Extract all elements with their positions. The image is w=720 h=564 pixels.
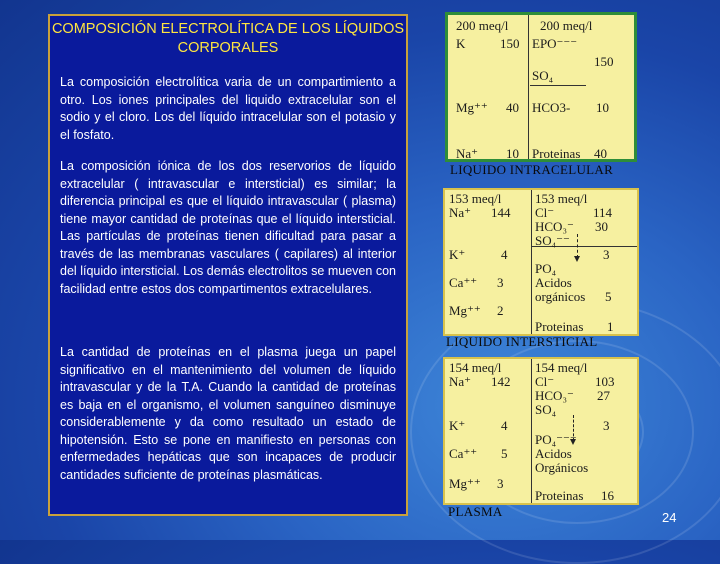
ion-label: SO₄ (535, 402, 557, 417)
divider-line (531, 190, 532, 334)
ion-value: 16 (601, 488, 614, 503)
ion-value: 3 (497, 275, 504, 290)
diagram-caption: LIQUIDO INTRACELULAR (450, 162, 614, 177)
intersticial-diagram (443, 188, 639, 336)
page-number: 24 (662, 510, 677, 525)
total-right: 200 meq/l (540, 18, 593, 33)
ion-label: Proteinas (532, 146, 581, 161)
ion-value: 1 (607, 319, 614, 334)
total-left: 153 meq/l (449, 191, 502, 206)
intracelular-diagram (445, 12, 637, 162)
ion-value: 144 (491, 205, 511, 220)
ion-value: 3 (497, 476, 504, 491)
ion-label: Na⁺ (449, 374, 472, 389)
ion-label: Mg⁺⁺ (456, 100, 488, 115)
ion-label: Acidos (535, 275, 572, 290)
ion-value: 103 (595, 374, 615, 389)
ion-value: 3 (603, 247, 610, 262)
ion-label: Orgánicos (535, 460, 589, 475)
ion-label: Acidos (535, 446, 572, 461)
ion-label: Proteinas (535, 319, 584, 334)
ion-value: 150 (594, 54, 614, 69)
ion-label: K⁺ (449, 247, 466, 262)
ion-label: PO₄⁻⁻⁻ (535, 432, 577, 447)
ion-label: HCO₃⁻ (535, 388, 574, 403)
arrow-icon (574, 256, 580, 262)
ion-label: Ca⁺⁺ (449, 446, 478, 461)
ion-value: 5 (605, 289, 612, 304)
ion-label: Cl⁻ (535, 205, 555, 220)
total-left: 154 meq/l (449, 360, 502, 375)
paragraph-1: La composición electrolítica varia de un compartimiento a otro. Los iones principales del liquido extracelular son el sodio y el cloro. Los del líquido intracelular son el potasio y el fosfato. (60, 75, 396, 142)
ion-label: K (456, 36, 466, 51)
ion-label: PO₄ (535, 261, 557, 276)
ion-label: Ca⁺⁺ (449, 275, 478, 290)
ion-label: HCO₃⁻ (535, 219, 574, 234)
paragraph-3: La cantidad de proteínas en el plasma juega un papel significativo en el mantenimiento del volumen de líquido intravascular y de la T.A. Cuando la cantidad de proteínas es baja en el organismo, el volumen sanguíneo disminuye considerablemente y da como resultado un estado de hipotensión. Esto se pone en manifiesto en personas con enfermedades hepáticas que son incapaces de producir cantidades suficiente de proteínas plasmáticas. (60, 345, 396, 482)
total-right: 154 meq/l (535, 360, 588, 375)
ion-label: orgánicos (535, 289, 586, 304)
ion-value: 2 (497, 303, 504, 318)
divider-line (530, 85, 586, 86)
ion-label: Cl⁻ (535, 374, 555, 389)
slide-title: COMPOSICIÓN ELECTROLÍTICA DE LOS LÍQUIDOS CORPORALES (51, 21, 405, 56)
diagram-caption: LIQUIDO INTERSTICIAL (446, 334, 598, 349)
ion-label: HCO3- (532, 100, 571, 115)
total-left: 200 meq/l (456, 18, 509, 33)
ion-value: 5 (501, 446, 508, 461)
ion-label: Na⁺ (456, 146, 479, 161)
ion-value: 10 (506, 146, 519, 161)
arrow-icon (577, 234, 578, 258)
ion-value: 40 (506, 100, 519, 115)
divider-line (531, 359, 532, 503)
ion-label: EPO⁻⁻⁻ (532, 36, 578, 51)
ion-label: SO₄⁻⁻ (535, 233, 570, 248)
ion-value: 27 (597, 388, 610, 403)
total-right: 153 meq/l (535, 191, 588, 206)
ion-label: Proteinas (535, 488, 584, 503)
ion-label: Mg⁺⁺ (449, 303, 481, 318)
ion-value: 10 (596, 100, 609, 115)
ion-label: SO₄ (532, 68, 554, 83)
ion-value: 3 (603, 418, 610, 433)
ion-label: K⁺ (449, 418, 466, 433)
ion-value: 150 (500, 36, 520, 51)
plasma-diagram (443, 357, 639, 505)
ion-label: Na⁺ (449, 205, 472, 220)
ion-label: Mg⁺⁺ (449, 476, 481, 491)
text-panel (48, 14, 408, 516)
ion-value: 4 (501, 247, 508, 262)
ion-value: 142 (491, 374, 511, 389)
diagram-caption: PLASMA (448, 504, 503, 519)
ion-value: 4 (501, 418, 508, 433)
ion-value: 30 (595, 219, 608, 234)
ion-value: 40 (594, 146, 607, 161)
divider-line (528, 15, 529, 159)
paragraph-2: La composición iónica de los dos reservorios de líquido extracelular ( intravascular e intersticial) es similar; la diferencia principal es que el líquido intravascular ( plasma) tiene mayor cantidad de proteínas que el líquido intersticial. Las partículas de proteínas tienen dificultad para pasar a través de las membranas vasculares ( capilares) al interior del líquido intersticial. Los demás electrolitos se mueven con facilidad entre estos dos compartimentos extracelulares. (60, 159, 396, 296)
ion-value: 114 (593, 205, 613, 220)
